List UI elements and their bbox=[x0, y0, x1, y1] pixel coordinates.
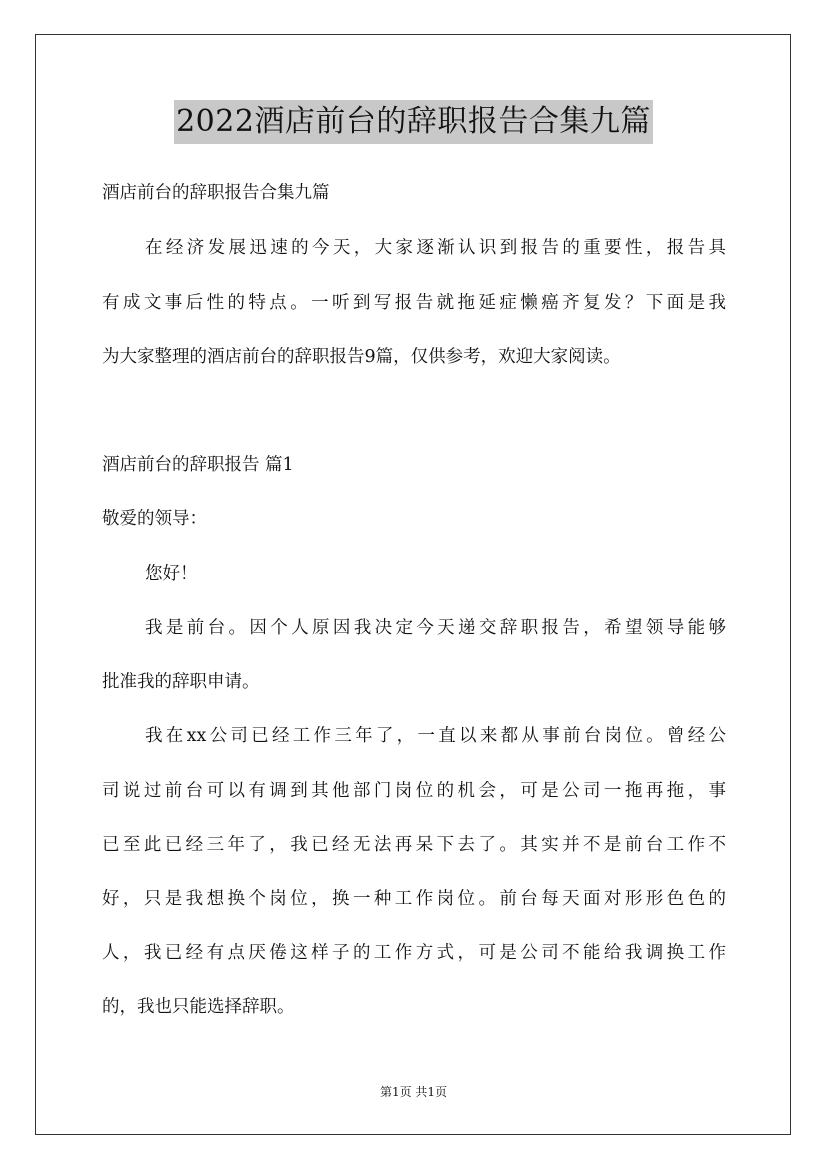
intro-line-3: 为大家整理的酒店前台的辞职报告9篇，仅供参考，欢迎大家阅读。 bbox=[102, 347, 621, 367]
greeting: 您好！ bbox=[145, 564, 198, 584]
para2-line-1: 我在xx公司已经工作三年了，一直以来都从事前台岗位。曾经公 bbox=[145, 726, 726, 746]
section-heading: 酒店前台的辞职报告 篇1 bbox=[102, 455, 294, 475]
document-title: 2022酒店前台的辞职报告合集九篇 bbox=[174, 100, 653, 144]
page-number: 第1页 共1页 bbox=[379, 1085, 448, 1099]
para2-line-5: 人，我已经有点厌倦这样子的工作方式，可是公司不能给我调换工作 bbox=[102, 943, 726, 963]
para1-line-2: 批准我的辞职申请。 bbox=[102, 672, 260, 692]
para1-line-1: 我是前台。因个人原因我决定今天递交辞职报告，希望领导能够 bbox=[145, 618, 726, 638]
salutation: 敬爱的领导： bbox=[102, 509, 207, 529]
para2-line-6: 的，我也只能选择辞职。 bbox=[102, 997, 295, 1017]
para2-line-3: 已至此已经三年了，我已经无法再呆下去了。其实并不是前台工作不 bbox=[102, 835, 726, 855]
intro-line-1: 在经济发展迅速的今天，大家逐渐认识到报告的重要性，报告具 bbox=[145, 238, 726, 258]
intro-line-2: 有成文事后性的特点。一听到写报告就拖延症懒癌齐复发？下面是我 bbox=[102, 293, 726, 313]
para2-line-4: 好，只是我想换个岗位，换一种工作岗位。前台每天面对形形色色的 bbox=[102, 889, 726, 909]
document-subtitle: 酒店前台的辞职报告合集九篇 bbox=[102, 183, 330, 203]
para2-line-2: 司说过前台可以有调到其他部门岗位的机会，可是公司一拖再拖，事 bbox=[102, 781, 726, 801]
title-container bbox=[0, 100, 827, 144]
